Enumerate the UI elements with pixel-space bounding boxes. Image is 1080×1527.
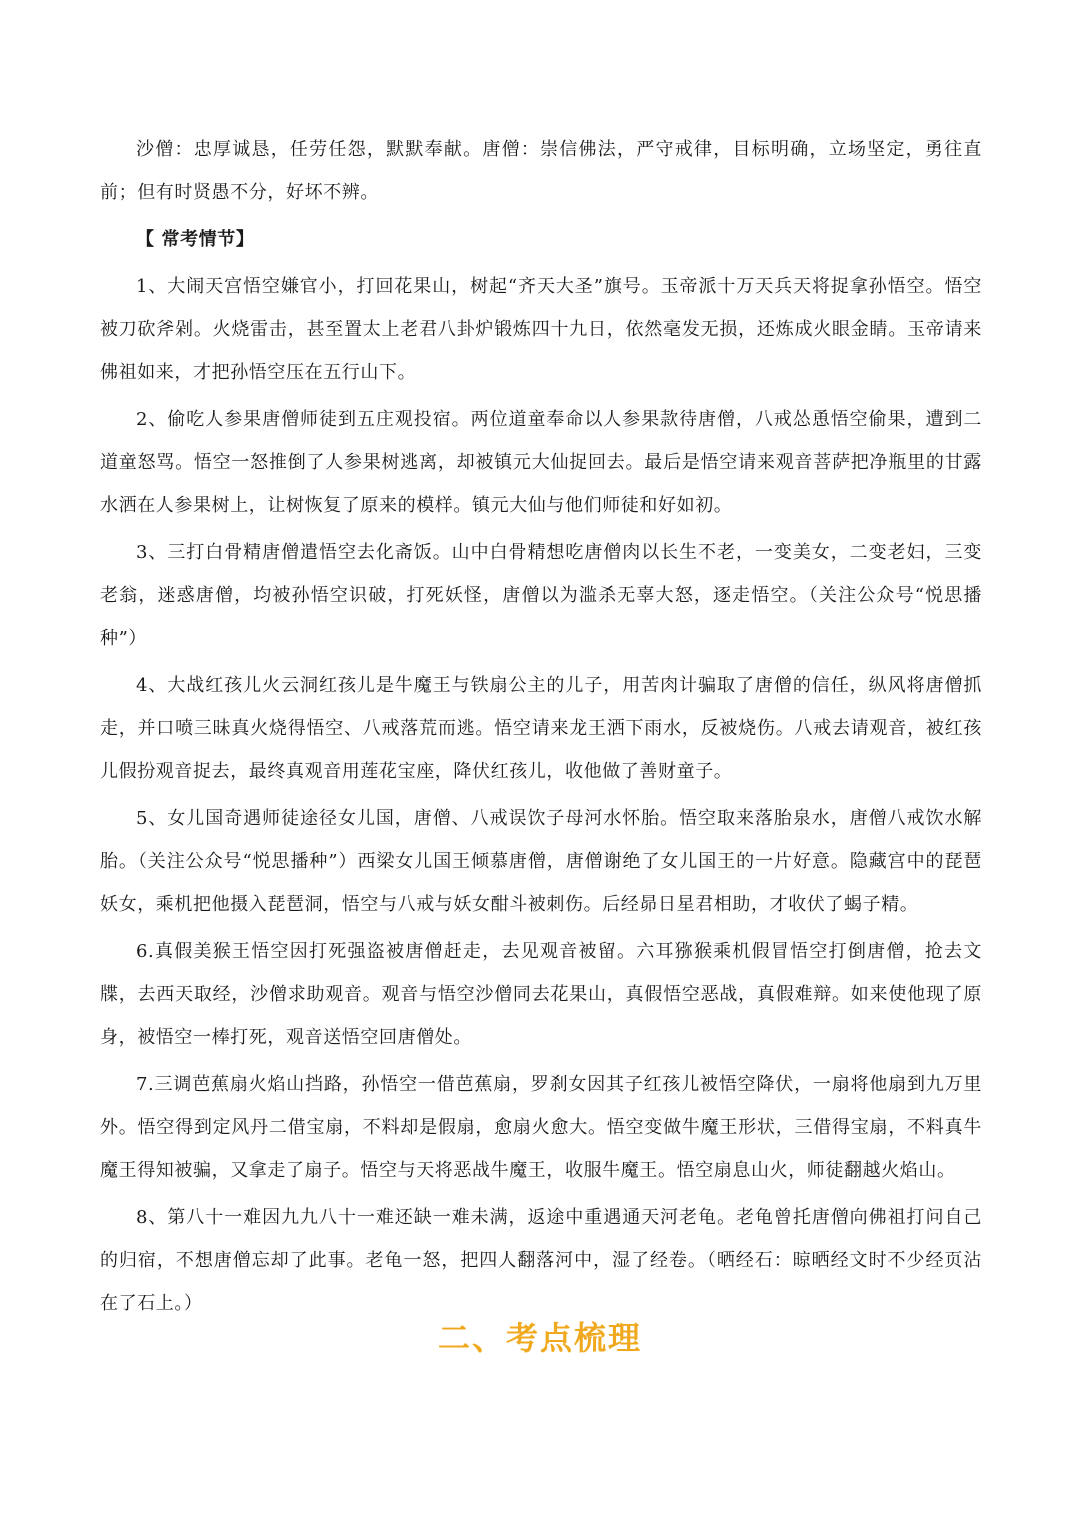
document-body — [100, 128, 982, 1329]
plot-paragraph-5: 5、女儿国奇遇师徒途径女儿国，唐僧、八戒误饮子母河水怀胎。悟空取来落胎泉水，唐僧八戒饮水解胎。（关注公众号“悦思播种”）西梁女儿国王倾慕唐僧，唐僧谢绝了女儿国王的一片好意。隐藏宫中的琵琶妖女，乘机把他摄入琵琶洞，悟空与八戒与妖女酣斗被刺伤。后经昴日星君相助，才收伏了蝎子精。 — [100, 808, 982, 915]
plot-paragraph-8: 8、第八十一难因九九八十一难还缺一难未满，返途中重遇通天河老龟。老龟曾托唐僧向佛祖打问自己的归宿，不想唐僧忘却了此事。老龟一怒，把四人翻落河中，湿了经卷。（晒经石：晾晒经文时不少经页沾在了石上。） — [100, 1207, 982, 1314]
plot-paragraph-4: 4、大战红孩儿火云洞红孩儿是牛魔王与铁扇公主的儿子，用苦肉计骗取了唐僧的信任，纵风将唐僧抓走，并口喷三昧真火烧得悟空、八戒落荒而逃。悟空请来龙王洒下雨水，反被烧伤。八戒去请观音，被红孩儿假扮观音捉去，最终真观音用莲花宝座，降伏红孩儿，收他做了善财童子。 — [100, 675, 982, 782]
plot-paragraph-3: 3、三打白骨精唐僧遣悟空去化斋饭。山中白骨精想吃唐僧肉以长生不老，一变美女，二变老妇，三变老翁，迷惑唐僧，均被孙悟空识破，打死妖怪，唐僧以为滥杀无辜大怒，逐走悟空。（关注公众号“悦思播种”） — [100, 542, 982, 649]
section-title: 二、考点梳理 — [437, 1319, 642, 1357]
subheading: 【 常考情节】 — [136, 229, 255, 250]
plot-paragraph-6: 6.真假美猴王悟空因打死强盗被唐僧赶走，去见观音被留。六耳猕猴乘机假冒悟空打倒唐僧，抢去文牒，去西天取经，沙僧求助观音。观音与悟空沙僧同去花果山，真假悟空恶战，真假难辩。如来使他现了原身，被悟空一棒打死，观音送悟空回唐僧处。 — [100, 941, 982, 1048]
plot-paragraph-7: 7.三调芭蕉扇火焰山挡路，孙悟空一借芭蕉扇，罗刹女因其子红孩儿被悟空降伏，一扇将他扇到九万里外。悟空得到定风丹二借宝扇，不料却是假扇，愈扇火愈大。悟空变做牛魔王形状，三借得宝扇，不料真牛魔王得知被骗，又拿走了扇子。悟空与天将恶战牛魔王，收服牛魔王。悟空扇息山火，师徒翻越火焰山。 — [100, 1074, 982, 1181]
plot-paragraph-1: 1、大闹天宫悟空嫌官小，打回花果山，树起“齐天大圣”旗号。玉帝派十万天兵天将捉拿孙悟空。悟空被刀砍斧剁。火烧雷击，甚至置太上老君八卦炉锻炼四十九日，依然毫发无损，还炼成火眼金睛。玉帝请来佛祖如来，才把孙悟空压在五行山下。 — [100, 276, 982, 383]
plot-paragraph-2: 2、偷吃人参果唐僧师徒到五庄观投宿。两位道童奉命以人参果款待唐僧，八戒怂恿悟空偷果，遭到二道童怒骂。悟空一怒推倒了人参果树逃离，却被镇元大仙捉回去。最后是悟空请来观音菩萨把净瓶里的甘露水洒在人参果树上，让树恢复了原来的模样。镇元大仙与他们师徒和好如初。 — [100, 409, 982, 516]
intro-paragraph: 沙僧：忠厚诚恳，任劳任怨，默默奉献。唐僧：崇信佛法，严守戒律，目标明确，立场坚定，勇往直前；但有时贤愚不分，好坏不辨。 — [100, 139, 982, 203]
